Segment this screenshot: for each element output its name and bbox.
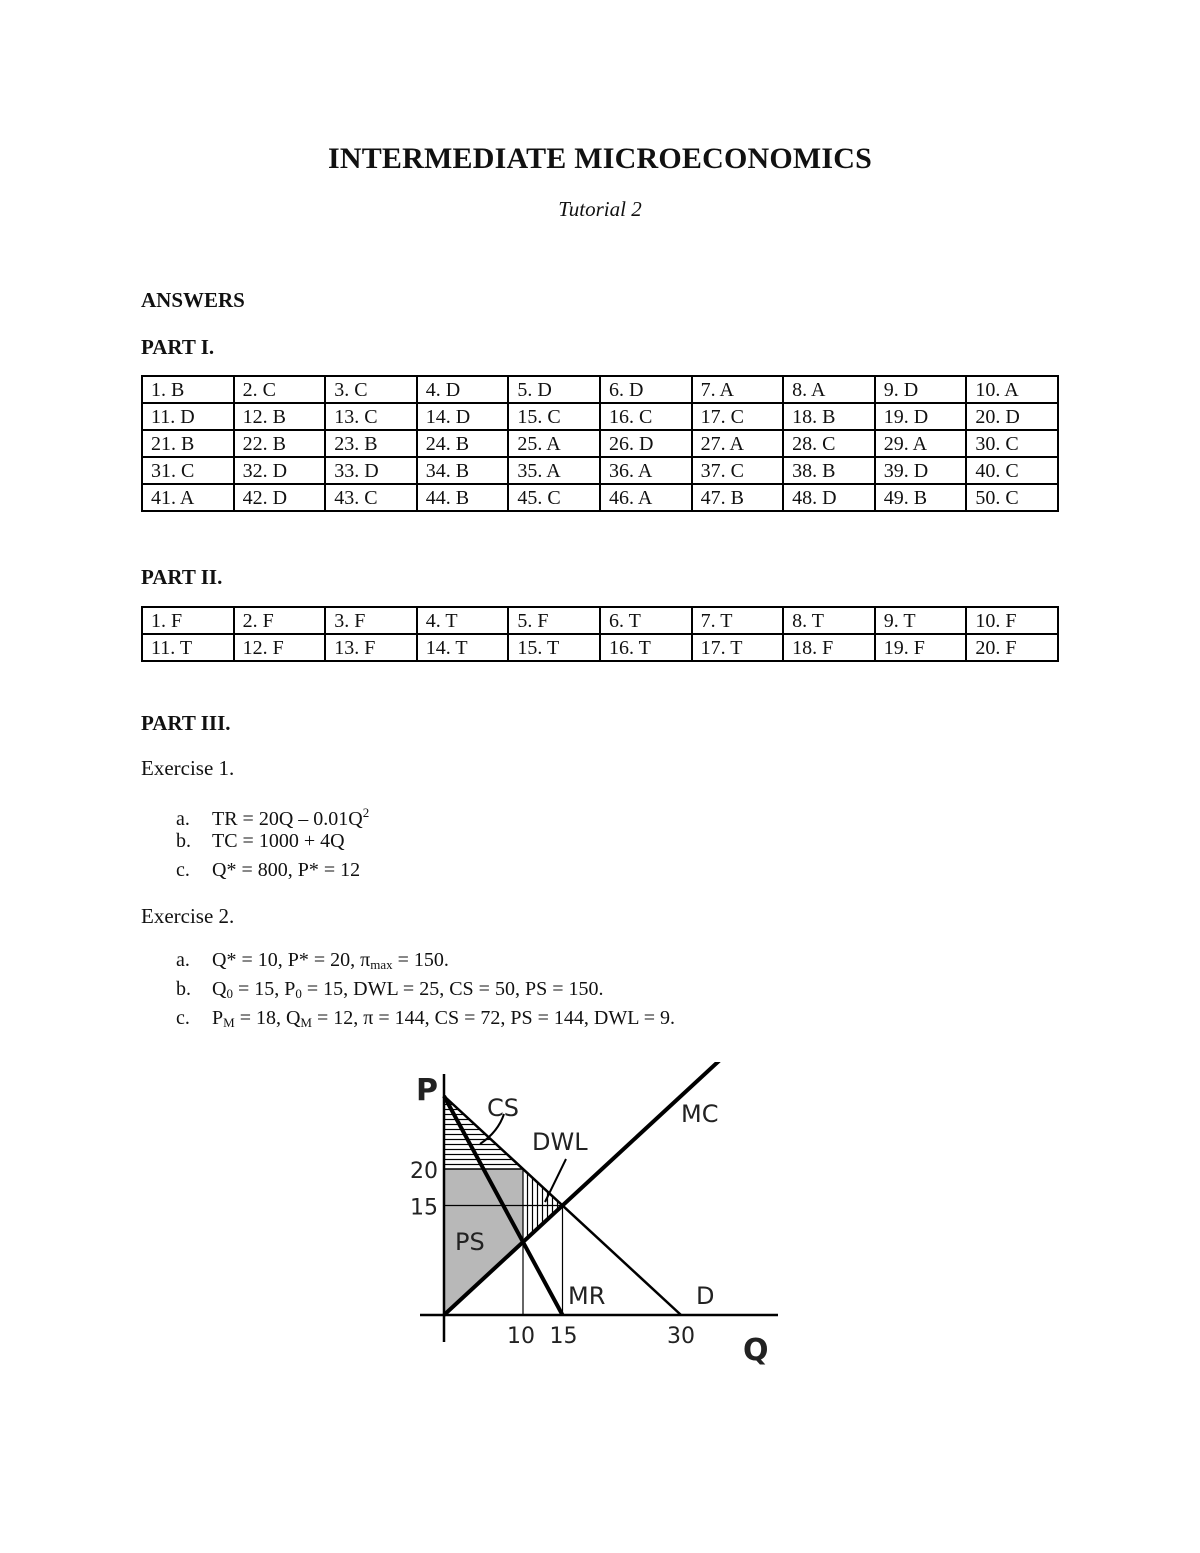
part1-answer-table (141, 375, 1059, 512)
exercise2-list (141, 946, 675, 1033)
part1-cell: 11. D (142, 403, 234, 430)
x-tick-label: 15 (549, 1324, 578, 1349)
exercise1-item: c. Q* = 800, P* = 12 (176, 859, 361, 881)
mr-label: MR (568, 1282, 606, 1310)
part1-cell: 48. D (783, 484, 875, 511)
part2-heading: PART II. (141, 565, 223, 589)
exercise1-list (141, 798, 369, 885)
part1-cell: 1. B (142, 376, 234, 403)
part1-cell: 14. D (417, 403, 509, 430)
part2-cell: 13. F (325, 634, 417, 661)
d-label: D (696, 1282, 715, 1310)
part2-cell: 9. T (875, 607, 967, 634)
part1-cell: 10. A (966, 376, 1058, 403)
part1-cell: 26. D (600, 430, 692, 457)
part1-cell: 30. C (966, 430, 1058, 457)
part1-cell: 3. C (325, 376, 417, 403)
cs-label: CS (487, 1094, 519, 1122)
part1-cell: 8. A (783, 376, 875, 403)
part1-cell: 24. B (417, 430, 509, 457)
part1-cell: 13. C (325, 403, 417, 430)
mc-label: MC (681, 1100, 719, 1128)
part1-cell: 6. D (600, 376, 692, 403)
part1-cell: 25. A (508, 430, 600, 457)
part1-cell: 45. C (508, 484, 600, 511)
part1-cell: 35. A (508, 457, 600, 484)
x-tick-label: 30 (667, 1324, 695, 1349)
part2-cell: 7. T (692, 607, 784, 634)
part2-row (142, 607, 1058, 634)
part2-cell: 12. F (234, 634, 326, 661)
part1-cell: 36. A (600, 457, 692, 484)
part1-cell: 46. A (600, 484, 692, 511)
part2-cell: 6. T (600, 607, 692, 634)
part1-row (142, 403, 1058, 430)
part1-cell: 33. D (325, 457, 417, 484)
y-tick-label: 20 (410, 1159, 438, 1184)
part1-row (142, 376, 1058, 403)
monopoly-chart (400, 1062, 800, 1372)
part2-cell: 15. T (508, 634, 600, 661)
part1-cell: 34. B (417, 457, 509, 484)
part2-answer-table (141, 606, 1059, 662)
part1-cell: 41. A (142, 484, 234, 511)
part1-cell: 42. D (234, 484, 326, 511)
part1-heading: PART I. (141, 335, 215, 359)
part1-cell: 44. B (417, 484, 509, 511)
x-tick-label: 10 (507, 1324, 535, 1349)
document-title: INTERMEDIATE MICROECONOMICS (327, 142, 873, 175)
part1-cell: 12. B (234, 403, 326, 430)
exercise2-label: Exercise 2. (141, 904, 235, 928)
part1-cell: 23. B (325, 430, 417, 457)
exercise1-label: Exercise 1. (141, 756, 235, 780)
exercise2-item-b: b. $Q_0 = 15$, $P_0 = 15$, DWL = 25, CS = 50, PS = 150. (176, 978, 604, 1001)
part2-cell: 3. F (325, 607, 417, 634)
part2-cell: 11. T (142, 634, 234, 661)
part1-cell: 5. D (508, 376, 600, 403)
part2-cell: 20. F (966, 634, 1058, 661)
part2-cell: 8. T (783, 607, 875, 634)
part1-cell: 19. D (875, 403, 967, 430)
part2-cell: 17. T (692, 634, 784, 661)
part1-cell: 47. B (692, 484, 784, 511)
answers-heading: ANSWERS (141, 288, 245, 312)
exercise1-item: b. TC = 1000 + 4Q (176, 830, 345, 852)
part1-cell: 16. C (600, 403, 692, 430)
exercise2-item-a: a. Q* = 10, P* = 20, $\pi_{max} = 150$. (176, 949, 449, 972)
part1-cell: 29. A (875, 430, 967, 457)
part1-cell: 37. C (692, 457, 784, 484)
part2-cell: 14. T (417, 634, 509, 661)
part2-cell: 4. T (417, 607, 509, 634)
part1-cell: 32. D (234, 457, 326, 484)
part2-cell: 1. F (142, 607, 234, 634)
document-subtitle: Tutorial 2 (558, 197, 642, 221)
part2-cell: 16. T (600, 634, 692, 661)
part2-cell: 10. F (966, 607, 1058, 634)
part1-cell: 22. B (234, 430, 326, 457)
part1-cell: 7. A (692, 376, 784, 403)
x-axis-label: Q (743, 1333, 769, 1368)
part1-cell: 21. B (142, 430, 234, 457)
part2-cell: 19. F (875, 634, 967, 661)
part1-cell: 31. C (142, 457, 234, 484)
part1-cell: 17. C (692, 403, 784, 430)
part1-cell: 50. C (966, 484, 1058, 511)
part1-cell: 15. C (508, 403, 600, 430)
y-axis-label: P (416, 1073, 438, 1108)
part1-row (142, 484, 1058, 511)
part1-cell: 18. B (783, 403, 875, 430)
part1-cell: 2. C (234, 376, 326, 403)
part1-cell: 38. B (783, 457, 875, 484)
exercise2-item-c: c. $P_M = 18$, $Q_M = 12$, π = 144, CS = 72, PS = 144, DWL = 9. (176, 1007, 675, 1030)
part1-cell: 27. A (692, 430, 784, 457)
part1-cell: 20. D (966, 403, 1058, 430)
part1-cell: 40. C (966, 457, 1058, 484)
ps-label: PS (455, 1228, 485, 1256)
part1-cell: 9. D (875, 376, 967, 403)
part1-cell: 43. C (325, 484, 417, 511)
part1-cell: 49. B (875, 484, 967, 511)
part1-cell: 28. C (783, 430, 875, 457)
part3-heading: PART III. (141, 711, 231, 735)
y-tick-label: 15 (410, 1195, 438, 1221)
part2-cell: 5. F (508, 607, 600, 634)
dwl-label: DWL (532, 1128, 588, 1156)
part1-row (142, 430, 1058, 457)
part1-cell: 4. D (417, 376, 509, 403)
part2-cell: 2. F (234, 607, 326, 634)
part1-row (142, 457, 1058, 484)
part1-cell: 39. D (875, 457, 967, 484)
part2-row (142, 634, 1058, 661)
exercise1-item: a. TR = $20Q - 0.01Q^2$ (176, 805, 370, 830)
dwl-leader (545, 1159, 566, 1202)
part2-cell: 18. F (783, 634, 875, 661)
